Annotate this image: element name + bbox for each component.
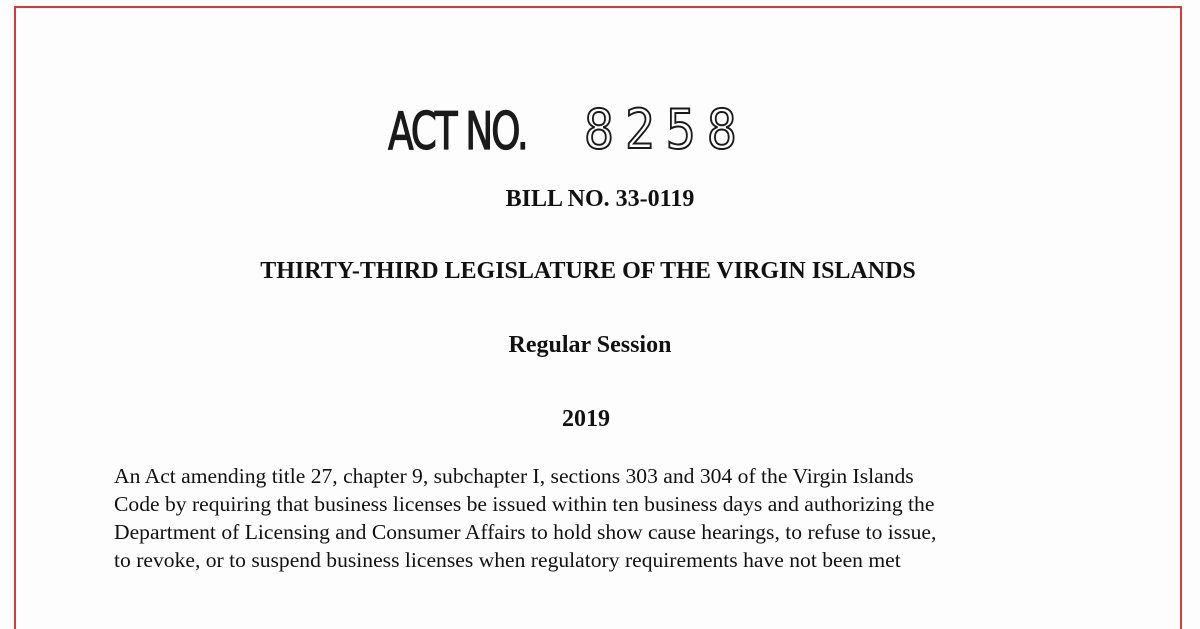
session-title: Regular Session (508, 332, 672, 358)
legislature-title: THIRTY-THIRD LEGISLATURE OF THE VIRGIN ISLANDS (260, 258, 916, 284)
act-description (114, 462, 1074, 574)
bill-number: BILL NO. 33-0119 (505, 186, 695, 212)
session-year: 2019 (562, 406, 610, 432)
act-stamp-number: 8258 (584, 98, 748, 161)
description-line: to revoke, or to suspend business licenses when regulatory requirements have not been met (114, 548, 901, 572)
description-line: An Act amending title 27, chapter 9, subchapter I, sections 303 and 304 of the Virgin Islands (114, 464, 914, 488)
description-line: Department of Licensing and Consumer Affairs to hold show cause hearings, to refuse to issue, (114, 520, 937, 544)
act-number-stamp (388, 98, 748, 162)
description-line: Code by requiring that business licenses be issued within ten business days and authorizing the (114, 492, 935, 516)
act-stamp-label: ACT NO. (388, 102, 527, 162)
